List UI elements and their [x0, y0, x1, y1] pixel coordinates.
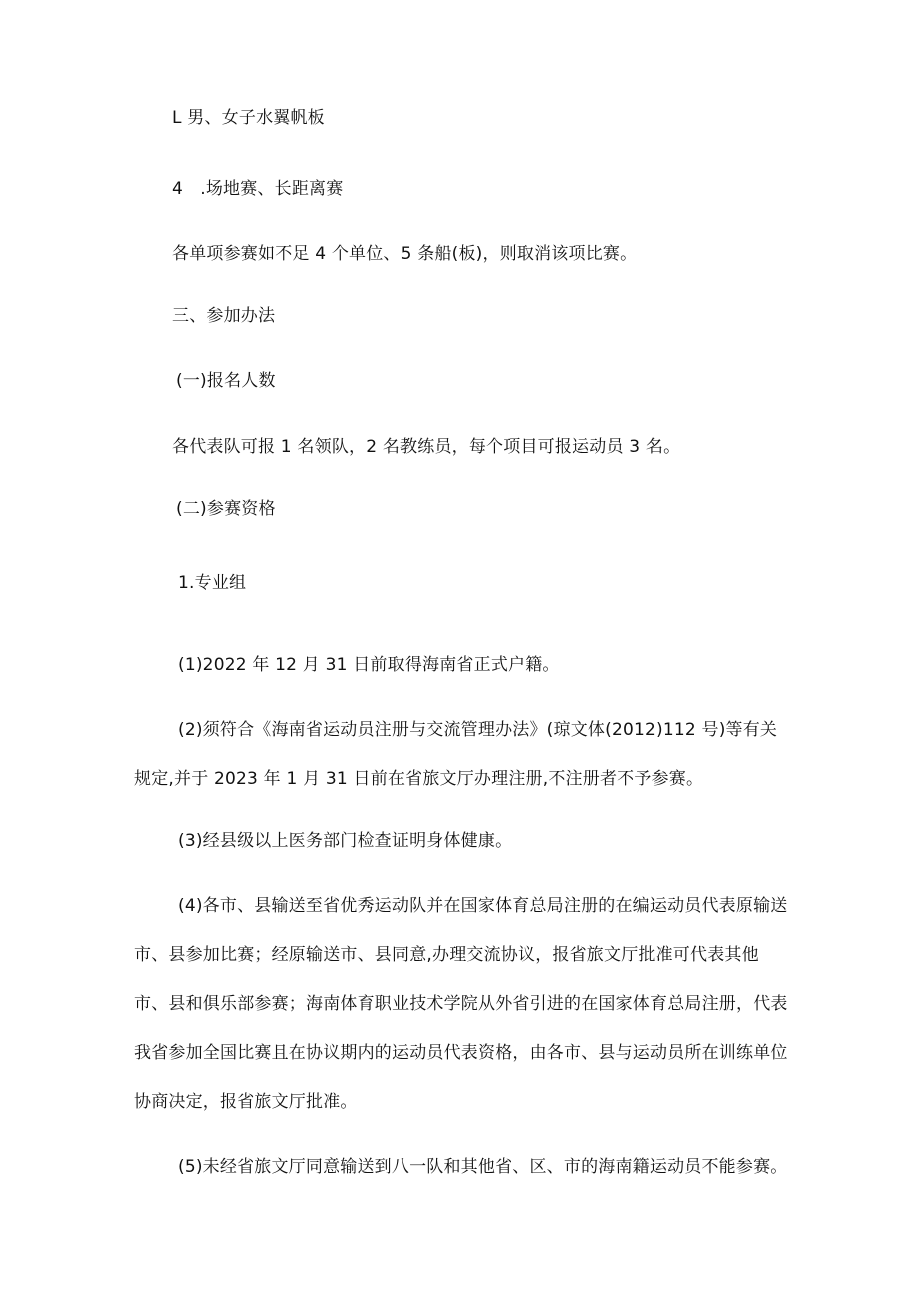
paragraph-rule-2-line-2: 规定,并于 2023 年 1 月 31 日前在省旅文厅办理注册,不注册者不予参赛。 — [134, 769, 704, 789]
paragraph-rule-2-line-1: (2)须符合《海南省运动员注册与交流管理办法》(琼文体(2012)112 号)等有关 — [178, 720, 778, 740]
paragraph-rule-4-line-5: 协商决定，报省旅文厅批准。 — [134, 1092, 358, 1112]
subsection-heading-eligibility: (二)参赛资格 — [176, 499, 276, 519]
item-heading-hydrofoil: L 男、女子水翼帆板 — [172, 108, 325, 128]
paragraph-cancel-rule: 各单项参赛如不足 4 个单位、5 条船(板)，则取消该项比赛。 — [172, 244, 638, 264]
subsection-heading-registration: (一)报名人数 — [176, 371, 276, 391]
paragraph-rule-4-line-4: 我省参加全国比赛且在协议期内的运动员代表资格，由各市、县与运动员所在训练单位 — [134, 1043, 788, 1063]
paragraph-rule-3: (3)经县级以上医务部门检查证明身体健康。 — [178, 831, 513, 851]
section-heading-participation: 三、参加办法 — [172, 306, 276, 326]
paragraph-rule-4-line-3: 市、县和俱乐部参赛；海南体育职业技术学院从外省引进的在国家体育总局注册，代表 — [134, 994, 788, 1014]
paragraph-rule-4-line-1: (4)各市、县输送至省优秀运动队并在国家体育总局注册的在编运动员代表原输送 — [178, 896, 788, 916]
item-heading-professional: 1.专业组 — [178, 573, 247, 593]
paragraph-registration-count: 各代表队可报 1 名领队，2 名教练员，每个项目可报运动员 3 名。 — [172, 437, 681, 457]
paragraph-rule-1: (1)2022 年 12 月 31 日前取得海南省正式户籍。 — [178, 655, 560, 675]
paragraph-rule-4-line-2: 市、县参加比赛；经原输送市、县同意,办理交流协议，报省旅文厅批准可代表其他 — [134, 945, 759, 965]
item-heading-race-types: 4 .场地赛、长距离赛 — [172, 179, 344, 199]
paragraph-rule-5: (5)未经省旅文厅同意输送到八一队和其他省、区、市的海南籍运动员不能参赛。 — [178, 1157, 788, 1177]
